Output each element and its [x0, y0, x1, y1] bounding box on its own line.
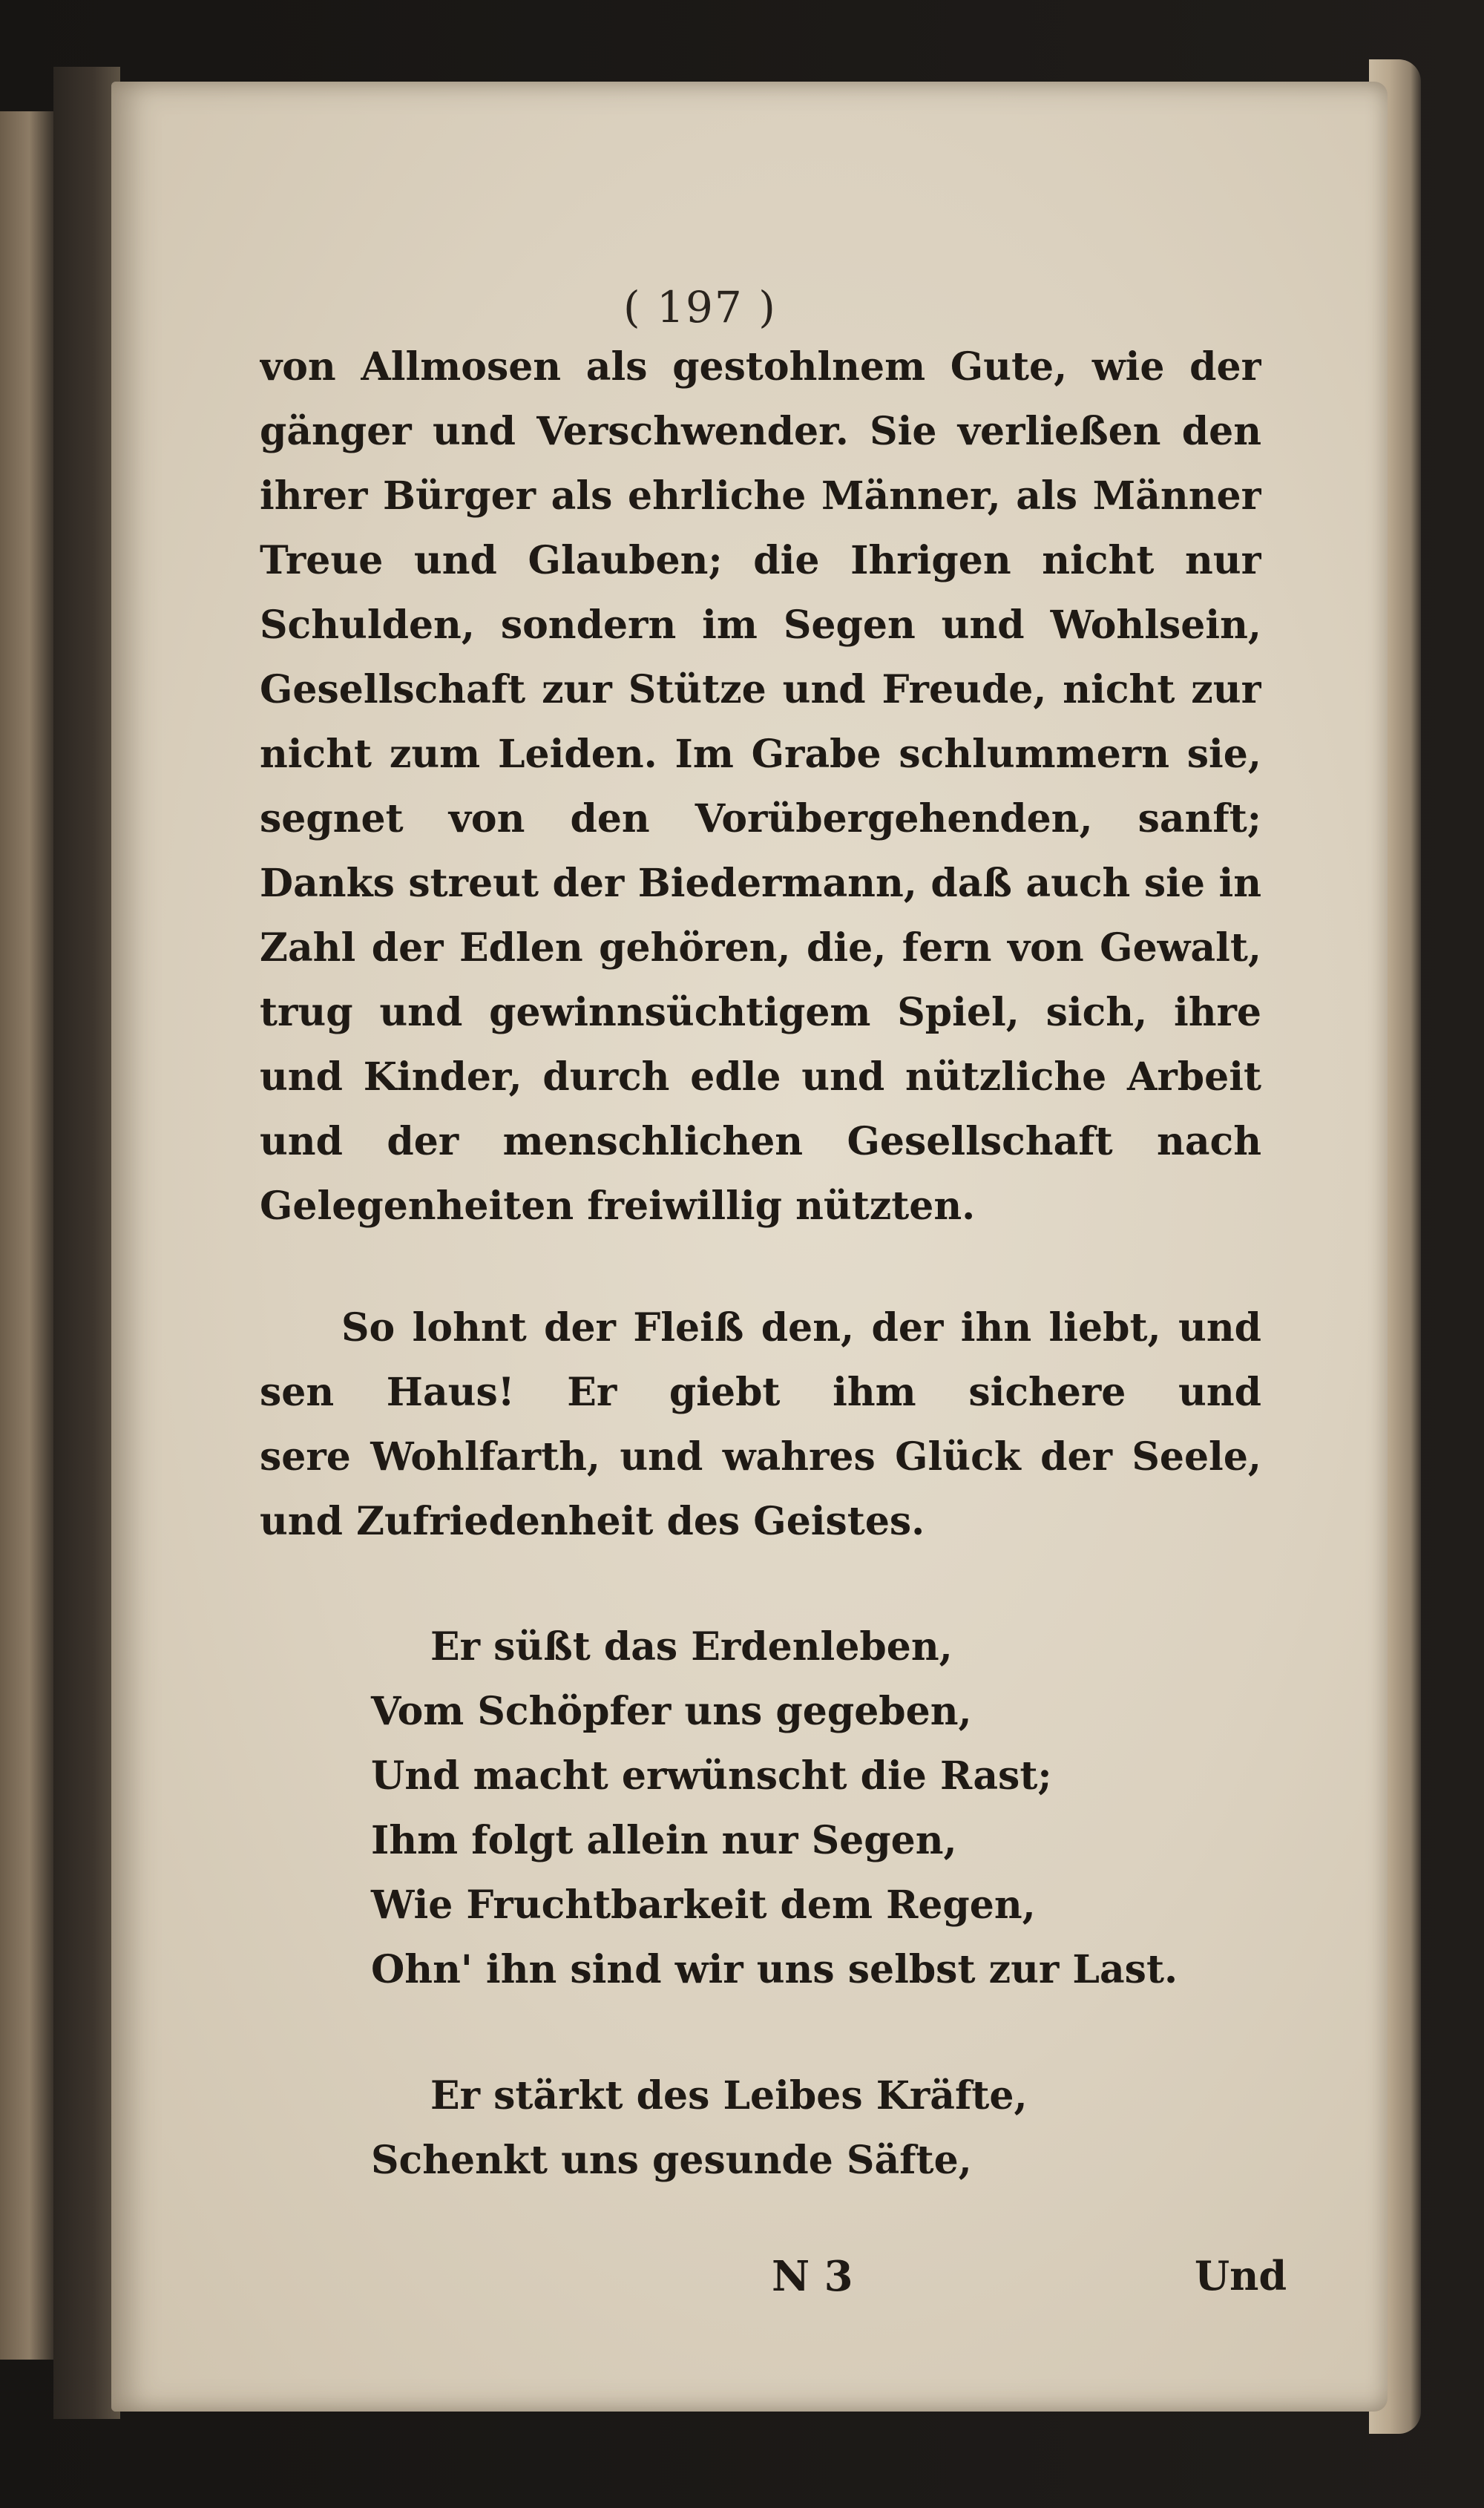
signature-mark: N 3 — [772, 2252, 853, 2301]
page-number: ( 197 ) — [623, 282, 777, 332]
verse-line: Ohn' ihn sind wir uns selbst zur Last. — [371, 1947, 1178, 1992]
paragraph-2-line: sen Haus! Er giebt ihm sichere und — [260, 1370, 1261, 1415]
paragraph-2-line: sere Wohlfarth, und wahres Glück der Seele, — [260, 1434, 1261, 1480]
verse-line: Er stärkt des Leibes Kräfte, — [430, 2073, 1028, 2118]
paragraph-1-line: Gelegenheiten freiwillig nützten. — [260, 1184, 976, 1229]
paragraph-1-line: Schulden, sondern im Segen und Wohlsein, — [260, 603, 1261, 648]
paragraph-1-line: gänger und Verschwender. Sie verließen den — [260, 409, 1261, 454]
paragraph-1-line: trug und gewinnsüchtigem Spiel, sich, ihre — [260, 990, 1261, 1035]
paragraph-1-line: und der menschlichen Gesellschaft nach — [260, 1119, 1261, 1164]
verse-line: Wie Fruchtbarkeit dem Regen, — [371, 1882, 1036, 1928]
paragraph-1-line: Zahl der Edlen gehören, die, fern von Gewalt, — [260, 925, 1261, 971]
paragraph-1-line: von Allmosen als gestohlnem Gute, wie der — [260, 344, 1261, 390]
paragraph-1-line: Danks streut der Biedermann, daß auch sie in — [260, 861, 1261, 906]
catchword: Und — [1195, 2252, 1287, 2299]
book-page — [111, 82, 1388, 2412]
paragraph-1-line: Treue und Glauben; die Ihrigen nicht nur — [260, 538, 1261, 583]
paragraph-1-line: nicht zum Leiden. Im Grabe schlummern sie, — [260, 732, 1261, 777]
paragraph-1-line: und Kinder, durch edle und nützliche Arbeit — [260, 1054, 1261, 1100]
paragraph-2-line: und Zufriedenheit des Geistes. — [260, 1499, 925, 1544]
paragraph-1-line: Gesellschaft zur Stütze und Freude, nicht zur — [260, 667, 1261, 712]
book-gutter — [53, 67, 120, 2419]
verse-line: Und macht erwünscht die Rast; — [371, 1753, 1052, 1799]
paragraph-1-line: segnet von den Vorübergehenden, sanft; — [260, 796, 1261, 841]
previous-page-edge — [0, 111, 53, 2360]
paragraph-2-line: So lohnt der Fleiß den, der ihn liebt, und — [341, 1305, 1261, 1350]
verse-line: Vom Schöpfer uns gegeben, — [371, 1689, 972, 1734]
verse-line: Ihm folgt allein nur Segen, — [371, 1818, 957, 1863]
verse-line: Er süßt das Erdenleben, — [430, 1624, 953, 1670]
verse-line: Schenkt uns gesunde Säfte, — [371, 2138, 972, 2183]
paragraph-1-line: ihrer Bürger als ehrliche Männer, als Männer — [260, 473, 1261, 519]
